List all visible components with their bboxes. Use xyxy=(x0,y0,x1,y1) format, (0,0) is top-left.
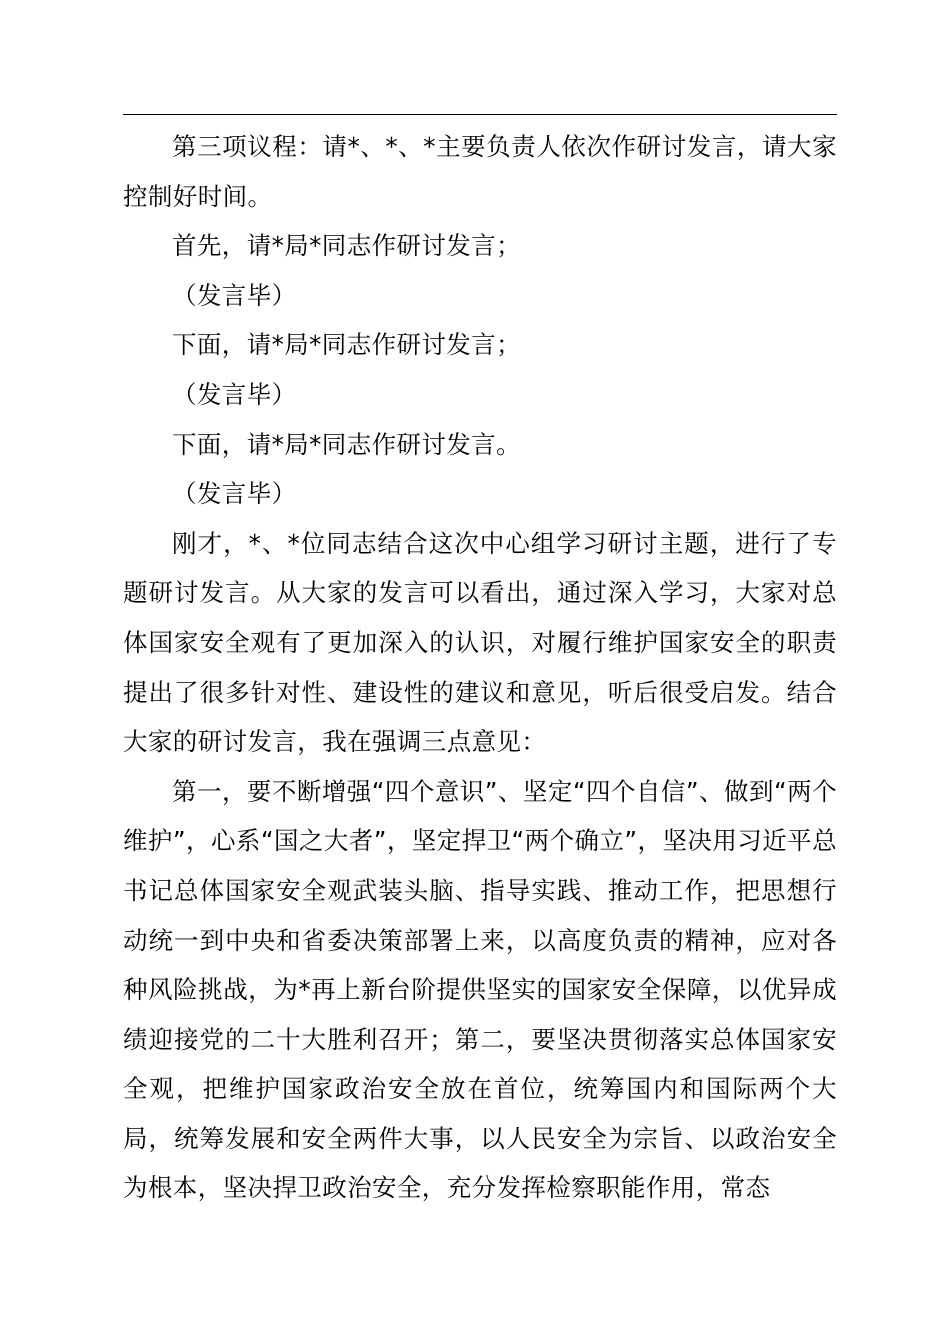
speech-call-paragraph: 下面，请*局*同志作研讨发言； xyxy=(172,330,521,360)
speech-end-note: （发言毕） xyxy=(172,379,297,409)
speech-call-paragraph: 首先，请*局*同志作研讨发言； xyxy=(172,231,521,261)
speech-end-note: （发言毕） xyxy=(172,479,297,509)
opinions-paragraph: 第一，要不断增强“四个意识”、坚定“四个自信”、做到“两个维护”，心系“国之大者”，坚定捍卫“两个确立”，坚决用习近平总书记总体国家安全观武装头脑、指导实践、推动工作，把思想行动统一到中央和省委决策部署上来，以高度负责的精神，应对各种风险挑战，为*再上新台阶提供坚实的国家安全保障，以优异成绩迎接党的二十大胜利召开；第二，要坚决贯彻落实总体国家安全观，把维护国家政治安全放在首位，统筹国内和国际两个大局，统筹发展和安全两件大事，以人民安全为宗旨、以政治安全为根本，坚决捍卫政治安全，充分发挥检察职能作用，常态 xyxy=(123,776,837,1203)
summary-paragraph: 刚才，*、*位同志结合这次中心组学习研讨主题，进行了专题研讨发言。从大家的发言可以看出，通过深入学习，大家对总体国家安全观有了更加深入的认识，对履行维护国家安全的职责提出了很多针对性、建设性的建议和意见，听后很受启发。结合大家的研讨发言，我在强调三点意见： xyxy=(123,528,837,757)
header-rule xyxy=(123,114,837,115)
agenda-paragraph: 第三项议程：请*、*、*主要负责人依次作研讨发言，请大家控制好时间。 xyxy=(123,132,837,211)
document-body xyxy=(123,122,837,1213)
speech-call-paragraph: 下面，请*局*同志作研讨发言。 xyxy=(172,429,521,459)
speech-end-note: （发言毕） xyxy=(172,280,297,310)
